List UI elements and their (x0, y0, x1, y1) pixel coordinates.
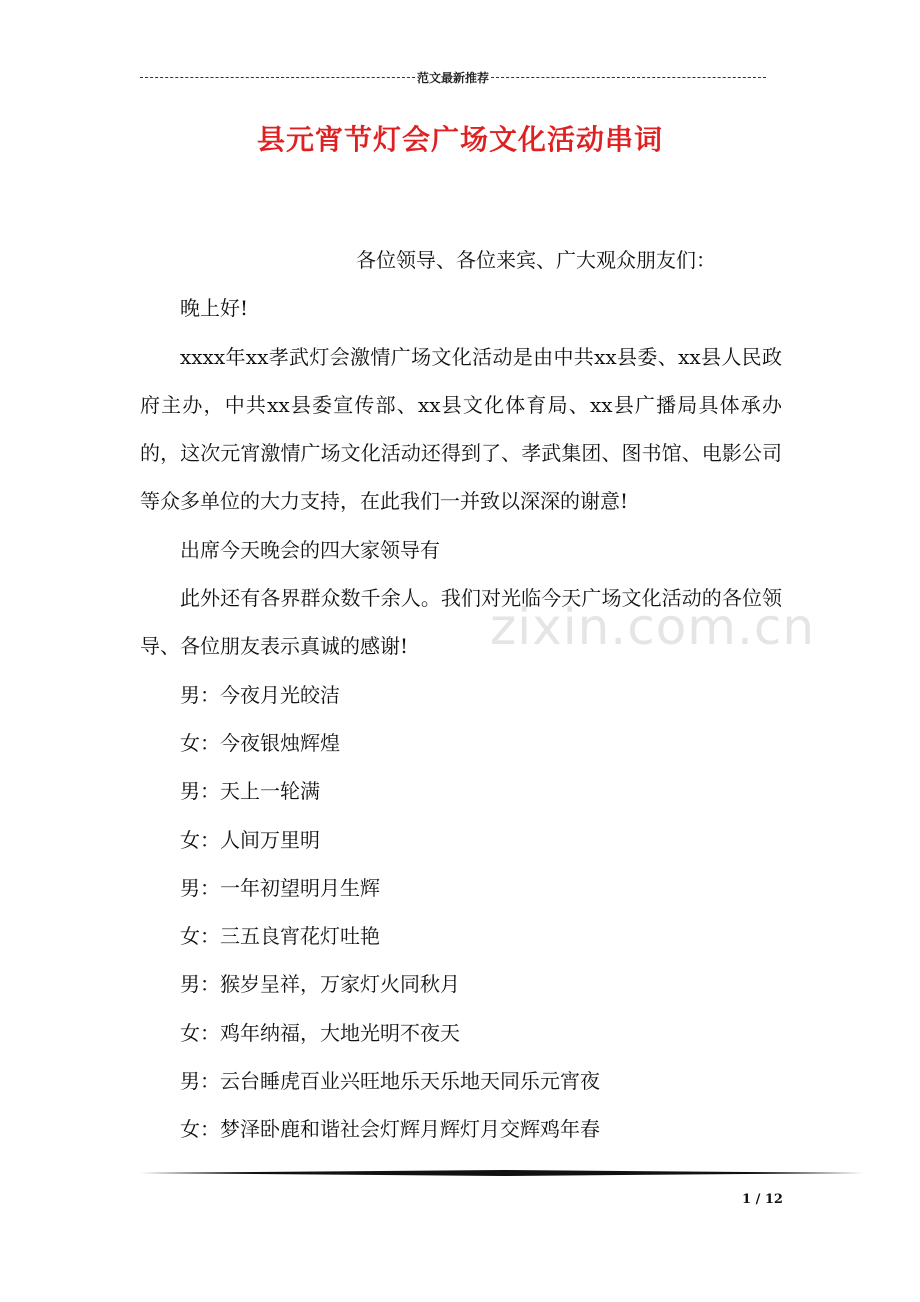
page-number: 1 / 12 (742, 1192, 783, 1207)
document-body (140, 236, 782, 1154)
dialogue-line: 女：三五良宵花灯吐艳 (180, 924, 380, 949)
paragraph-greeting: 各位领导、各位来宾、广大观众朋友们： (356, 248, 716, 272)
paragraph: 此外还有各界群众数千余人。我们对光临今天广场文化活动的各位领导、各位朋友表示真诚的感谢! (140, 586, 782, 659)
header-dash-left (140, 77, 415, 78)
paragraph: xxxx年xx孝武灯会激情广场文化活动是由中共xx县委、xx县人民政府主办，中共xx县委宣传部、xx县文化体育局、xx县广播局具体承办的，这次元宵激情广场文化活动还得到了、孝武集团、图书馆、电影公司等众多单位的大力支持，在此我们一并致以深深的谢意! (140, 344, 782, 514)
document-title: 县元宵节灯会广场文化活动串词 (256, 123, 663, 156)
dialogue-line: 男：猴岁呈祥，万家灯火同秋月 (180, 972, 460, 997)
header-label: 范文最新推荐 (417, 70, 490, 85)
dialogue-line: 男：今夜月光皎洁 (180, 682, 340, 707)
paragraph: 晚上好! (180, 296, 249, 321)
dialogue-line: 女：今夜银烛辉煌 (180, 730, 340, 755)
footer-rule (140, 1170, 864, 1176)
watermark: zixin.com.cn (490, 598, 816, 656)
dialogue-line: 女：梦泽卧鹿和谐社会灯辉月辉灯月交辉鸡年春 (180, 1117, 600, 1142)
dialogue-line: 男：天上一轮满 (180, 779, 320, 804)
paragraph: 出席今天晚会的四大家领导有 (180, 537, 440, 562)
dialogue-line: 男：一年初望明月生辉 (180, 875, 380, 900)
page-header (140, 68, 766, 86)
dialogue-line: 女：人间万里明 (180, 827, 320, 852)
header-dash-right (491, 77, 766, 78)
dialogue-line: 女：鸡年纳福，大地光明不夜天 (180, 1020, 460, 1045)
dialogue-line: 男：云台睡虎百业兴旺地乐天乐地天同乐元宵夜 (180, 1069, 600, 1094)
